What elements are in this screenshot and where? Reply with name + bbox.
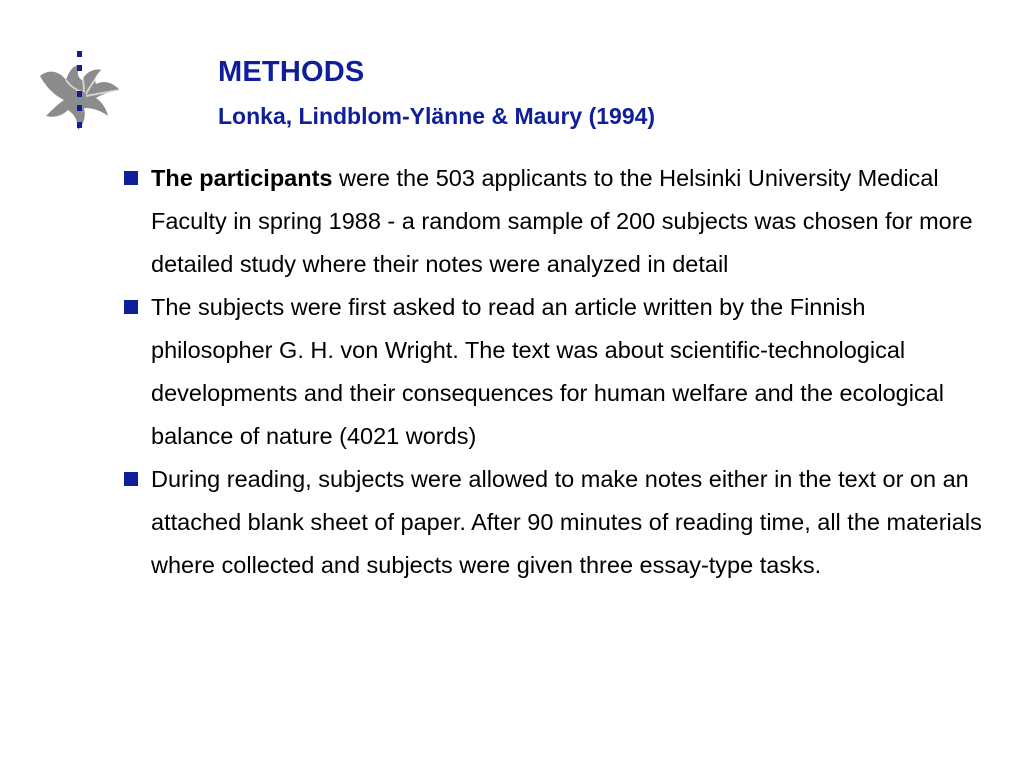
square-bullet-icon <box>124 300 138 314</box>
logo-dot <box>77 91 82 97</box>
slide-subtitle: Lonka, Lindblom-Ylänne & Maury (1994) <box>218 103 656 129</box>
bullet-text: During reading, subjects were allowed to make notes either in the text or on an attached blank sheet of paper. After 90 minutes of reading time, all the materials where collected and subjects were given three essay-type tasks. <box>151 466 982 578</box>
logo-dot <box>77 105 82 111</box>
logo-flame-shape <box>40 66 120 130</box>
bullet-item-participants <box>118 157 990 286</box>
bullet-text: The subjects were first asked to read an article written by the Finnish philosopher G. H. von Wright. The text was about scientific-technological developments and their consequences for human welfare and the ecological balance of nature (4021 words) <box>151 294 944 449</box>
square-bullet-icon <box>124 472 138 486</box>
square-bullet-icon <box>124 171 138 185</box>
bullet-list <box>118 157 990 587</box>
bullet-lead-text: The participants <box>151 165 333 191</box>
logo-dot <box>77 65 82 71</box>
logo-dot <box>77 51 82 57</box>
slide-title: METHODS <box>218 56 365 88</box>
bullet-item-reading-article <box>118 286 990 458</box>
university-logo-icon <box>36 46 126 136</box>
bullet-text: were the 503 applicants to the Helsinki University Medical Faculty in spring 1988 - a random sample of 200 subjects was chosen for more detailed study where their notes were analyzed in detail <box>151 165 973 277</box>
logo-dot <box>77 122 82 128</box>
bullet-item-note-taking <box>118 458 990 587</box>
